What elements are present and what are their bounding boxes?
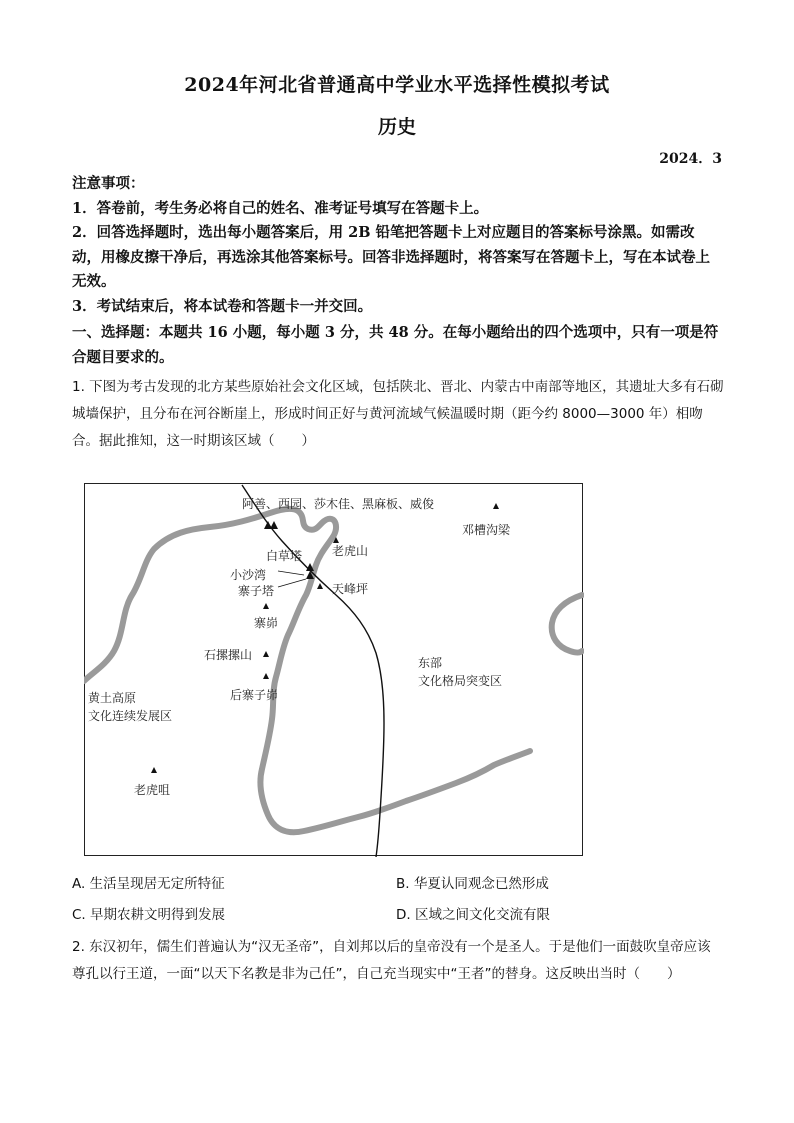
label-dengcao: 邓槽沟梁 <box>462 523 511 537</box>
label-zhaimao: 寨峁 <box>254 616 279 630</box>
label-xiaoshawan: 小沙湾 <box>230 568 267 582</box>
option-b[interactable]: B. 华夏认同观念已然形成 <box>396 876 549 892</box>
archaeology-map <box>84 483 584 857</box>
label-east-region-2: 文化格局突变区 <box>418 674 503 688</box>
label-laohuju: 老虎咀 <box>134 783 171 797</box>
label-loess-region-2: 文化连续发展区 <box>88 709 173 723</box>
exam-title: 2024年河北省普通高中学业水平选择性模拟考试 <box>184 74 610 96</box>
label-sites-top: 阿善、西园、莎木佳、黑麻板、威俊 <box>242 497 435 511</box>
notes-block <box>72 172 722 319</box>
option-a[interactable]: A. 生活呈现居无定所特征 <box>72 876 225 892</box>
note-item-1: 1．答卷前，考生务必将自己的姓名、准考证号填写在答题卡上。 <box>72 199 489 217</box>
label-houzhaizimao: 后寨子峁 <box>230 688 279 702</box>
label-laohushan: 老虎山 <box>332 544 369 558</box>
question-2-text: 2. 东汉初年，儒生们普遍认为“汉无圣帝”，自刘邦以后的皇帝没有一个是圣人。于是他们一面鼓吹皇帝应该尊孔以行王道，一面“以天下名教是非为己任”，自己充当现实中“王者”的替身。这反映出当时（ ） <box>72 939 711 982</box>
notes-heading: 注意事项： <box>72 175 145 192</box>
note-item-3: 3．考试结束后，将本试卷和答题卡一并交回。 <box>72 297 373 315</box>
section-1-instructions: 一、选择题：本题共 16 小题，每小题 3 分，共 48 分。在每小题给出的四个选项中，只有一项是符合题目要求的。 <box>72 324 719 366</box>
question-1-stem <box>72 374 724 455</box>
subject-title: 历史 <box>377 116 416 138</box>
note-item-2: 2．回答选择题时，选出每小题答案后，用 2B 铅笔把答题卡上对应题目的答案标号涂黑。如需改动，用橡皮擦干净后，再选涂其他答案标号。回答非选择题时，将答案写在答题卡上，写在本试卷上无效。 <box>72 224 710 290</box>
section-heading <box>72 320 722 370</box>
question-1-text: 1. 下图为考古发现的北方某些原始社会文化区域，包括陕北、晋北、内蒙古中南部等地区，其遗址大多有石砌城墙保护，且分布在河谷断崖上，形成时间正好与黄河流域气候温暖时期（距今约 8000—3000 年）相吻合。据此推知，这一时期该区域（ ） <box>72 379 724 449</box>
label-loess-region-1: 黄土高原 <box>88 691 137 705</box>
label-east-region-1: 东部 <box>418 656 443 670</box>
exam-date: 2024．3 <box>659 151 722 167</box>
question-2-stem <box>72 934 724 988</box>
option-c[interactable]: C. 早期农耕文明得到发展 <box>72 907 226 923</box>
label-shibaishan: 石摞摞山 <box>204 648 253 662</box>
option-d[interactable]: D. 区域之间文化交流有限 <box>396 907 550 923</box>
label-baicaota: 白草塔 <box>266 549 303 563</box>
label-tianfengping: 天峰坪 <box>332 582 369 596</box>
label-zhaizita: 寨子塔 <box>238 584 275 598</box>
